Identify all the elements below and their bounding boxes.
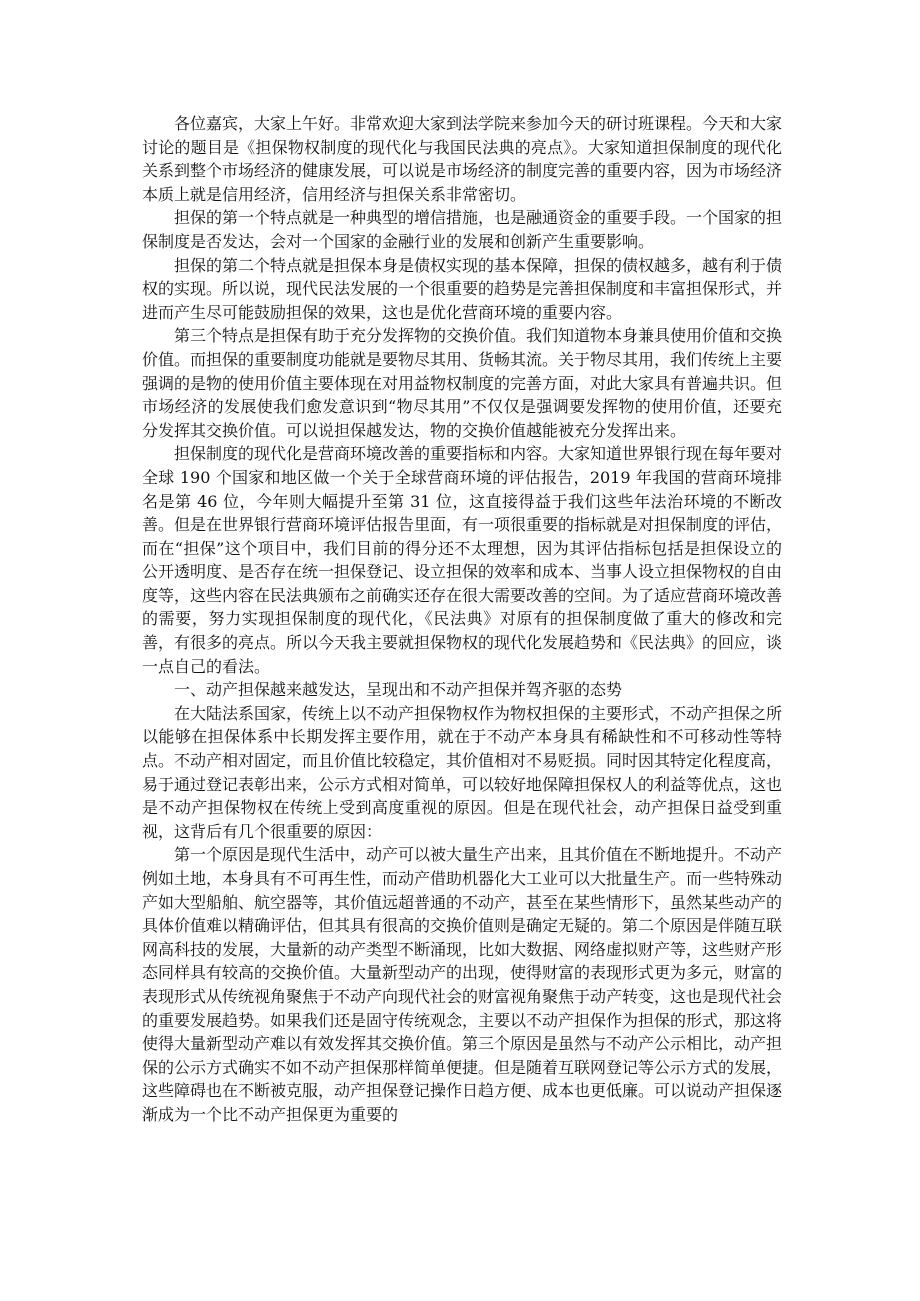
paragraph-feature-two: 担保的第二个特点就是担保本身是债权实现的基本保障，担保的债权越多，越有利于债权的实现。所以说，现代民法发展的一个很重要的趋势是完善担保制度和丰富担保形式，并进而产生尽可能鼓励担保的效果，这也是优化营商环境的重要内容。 <box>142 255 783 322</box>
section-heading-one: 一、动产担保越来越发达，呈现出和不动产担保并驾齐驱的态势 <box>174 680 623 700</box>
paragraph-feature-one: 担保的第一个特点就是一种典型的增信措施，也是融通资金的重要手段。一个国家的担保制度是否发达，会对一个国家的金融行业的发展和创新产生重要影响。 <box>142 208 783 251</box>
paragraph-reasons: 第一个原因是现代生活中，动产可以被大量生产出来，且其价值在不断地提升。不动产例如土地，本身具有不可再生性，而动产借助机器化大工业可以大批量生产。而一些特殊动产如大型船舶、航空器等，其价值远超普通的不动产，甚至在某些情形下，虽然某些动产的具体价值难以精确评估，但其具有很高的交换价值则是确定无疑的。第二个原因是伴随互联网高科技的发展，大量新的动产类型不断涌现，比如大数据、网络虚拟财产等，这些财产形态同样具有较高的交换价值。大量新型动产的出现，使得财富的表现形式更为多元，财富的表现形式从传统视角聚焦于不动产向现代社会的财富视角聚焦于动产转变，这也是现代社会的重要发展趋势。如果我们还是固守传统观念，主要以不动产担保作为担保的形式，那这将使得大量新型动产难以有效发挥其交换价值。第三个原因是虽然与不动产公示相比，动产担保的公示方式确实不如不动产担保那样简单便捷。但是随着互联网登记等公示方式的发展，这些障碍也在不断被克服，动产担保登记操作日趋方便、成本也更低廉。可以说动产担保逐渐成为一个比不动产担保更为重要的 <box>142 845 783 1124</box>
paragraph-civil-law-tradition: 在大陆法系国家，传统上以不动产担保物权作为物权担保的主要形式，不动产担保之所以能够在担保体系中长期发挥主要作用，就在于不动产本身具有稀缺性和不可移动性等特点。不动产相对固定，而且价值比较稳定，其价值相对不易贬损。同时因其特定化程度高，易于通过登记表彰出来，公示方式相对简单，可以较好地保障担保权人的利益等优点，这也是不动产担保物权在传统上受到高度重视的原因。但是在现代社会，动产担保日益受到重视，这背后有几个很重要的原因： <box>142 703 783 841</box>
paragraph-business-environment: 担保制度的现代化是营商环境改善的重要指标和内容。大家知道世界银行现在每年要对全球 190 个国家和地区做一个关于全球营商环境的评估报告，2019 年我国的营商环境排名是第 46 位，今年则大幅提升至第 31 位，这直接得益于我们这些年法治环境的不断改善。但是在世界银行营商环境评估报告里面，有一项很重要的指标就是对担保制度的评估，而在“担保”这个项目中，我们目前的得分还不太理想，因为其评估指标包括是担保设立的公开透明度、是否存在统一担保登记、设立担保的效率和成本、当事人设立担保物权的自由度等，这些内容在民法典颁布之前确实还存在很大需要改善的空间。为了适应营商环境改善的需要，努力实现担保制度的现代化，《民法典》对原有的担保制度做了重大的修改和完善，有很多的亮点。所以今天我主要就担保物权的现代化发展趋势和《民法典》的回应，谈一点自己的看法。 <box>142 444 783 676</box>
paragraph-feature-three: 第三个特点是担保有助于充分发挥物的交换价值。我们知道物本身兼具使用价值和交换价值。而担保的重要制度功能就是要物尽其用、货畅其流。关于物尽其用，我们传统上主要强调的是物的使用价值主要体现在对用益物权制度的完善方面，对此大家具有普遍共识。但市场经济的发展使我们愈发意识到“物尽其用”不仅仅是强调要发挥物的使用价值，还要充分发挥其交换价值。可以说担保越发达，物的交换价值越能被充分发挥出来。 <box>142 326 783 440</box>
paragraph-intro: 各位嘉宾，大家上午好。非常欢迎大家到法学院来参加今天的研讨班课程。今天和大家讨论的题目是《担保物权制度的现代化与我国民法典的亮点》。大家知道担保制度的现代化关系到整个市场经济的健康发展，可以说是市场经济的制度完善的重要内容，因为市场经济本质上就是信用经济，信用经济与担保关系非常密切。 <box>142 114 783 204</box>
document-body <box>142 112 782 1127</box>
